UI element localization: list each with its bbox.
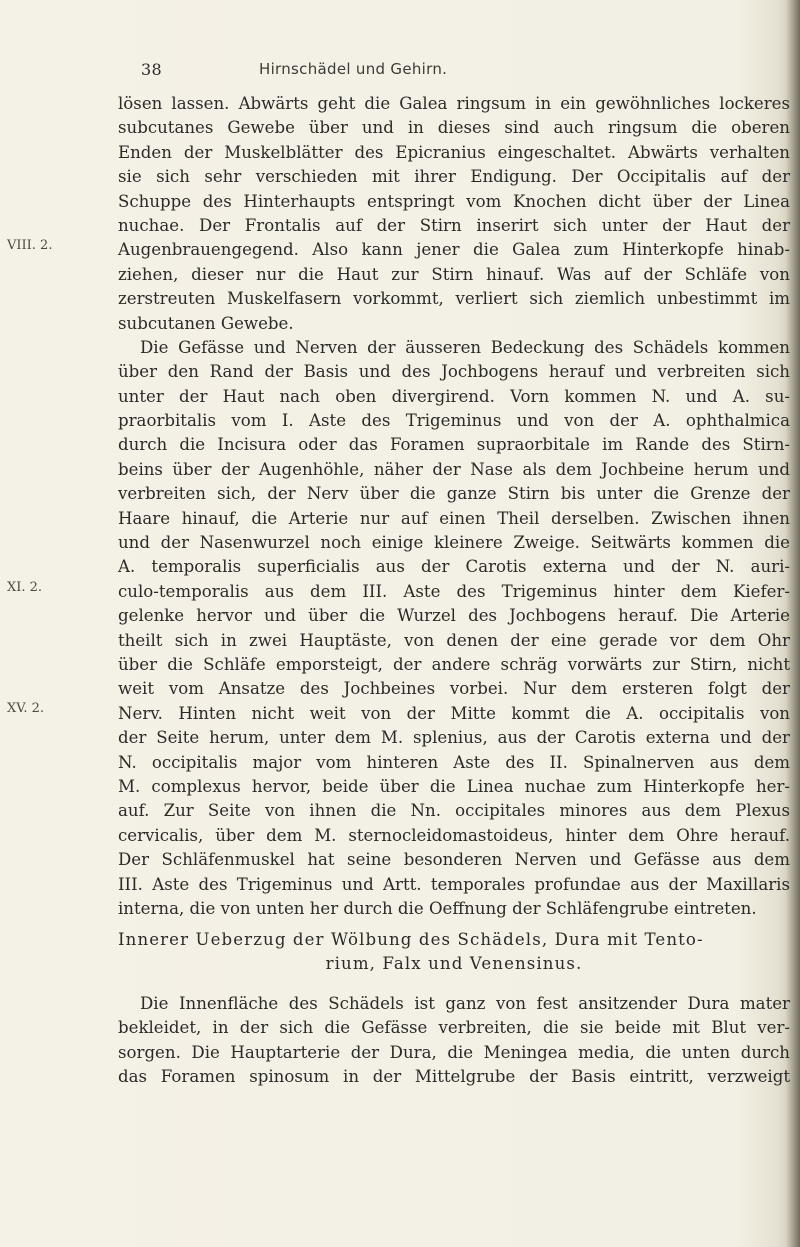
body-text (118, 92, 790, 921)
text-line: und der Nasenwurzel noch einige kleinere Zweige. Seitwärts kommen die (118, 533, 790, 553)
text-line: N. occipitalis major vom hinteren Aste des II. Spinalnerven aus dem (118, 752, 790, 772)
text-line: interna, die von unten her durch die Oeffnung der Schläfengrube eintreten. (118, 898, 757, 918)
text-line: gelenke hervor und über die Wurzel des Jochbogens herauf. Die Arterie (118, 606, 790, 626)
text-line: sie sich sehr verschieden mit ihrer Endigung. Der Occipitalis auf der (118, 167, 790, 187)
text-line: lösen lassen. Abwärts geht die Galea ringsum in ein gewöhnliches lockeres (118, 94, 790, 113)
text-line: subcutanes Gewebe über und in dieses sind auch ringsum die oberen (118, 118, 790, 138)
text-line: culo-temporalis aus dem III. Aste des Trigeminus hinter dem Kiefer- (118, 581, 790, 601)
text-line: Augenbrauengegend. Also kann jener die Galea zum Hinterkopfe hinab- (118, 240, 790, 260)
heading-line: rium, Falx und Venensinus. (325, 954, 583, 974)
text-line: ziehen, dieser nur die Haut zur Stirn hinauf. Was auf der Schläfe von (118, 264, 790, 284)
text-line: unter der Haut nach oben divergirend. Vorn kommen N. und A. su- (118, 386, 790, 406)
section-text (118, 992, 790, 1090)
text-line: über den Rand der Basis und des Jochbogens herauf und verbreiten sich (118, 362, 790, 382)
text-line: Der Schläfenmuskel hat seine besonderen Nerven und Gefässe aus dem (118, 850, 790, 870)
text-line: das Foramen spinosum in der Mittelgrube der Basis eintritt, verzweigt (118, 1067, 790, 1087)
running-title: Hirnschädel und Gehirn. (259, 60, 448, 78)
margin-reference: XI. 2. (7, 580, 43, 595)
text-line: subcutanen Gewebe. (118, 313, 294, 333)
text-line: praorbitalis vom I. Aste des Trigeminus und von der A. ophthalmica (118, 411, 790, 431)
text-line: theilt sich in zwei Hauptäste, von denen der eine gerade vor dem Ohr (118, 630, 790, 650)
text-line: Nerv. Hinten nicht weit von der Mitte kommt die A. occipitalis von (118, 703, 790, 723)
text-line: verbreiten sich, der Nerv über die ganze Stirn bis unter die Grenze der (118, 484, 790, 504)
text-line: sorgen. Die Hauptarterie der Dura, die Meningea media, die unten durch (118, 1042, 790, 1062)
text-line: durch die Incisura oder das Foramen supraorbitale im Rande des Stirn- (118, 435, 790, 455)
text-line: auf. Zur Seite von ihnen die Nn. occipitales minores aus dem Plexus (118, 801, 790, 821)
margin-reference: VIII. 2. (7, 238, 53, 253)
text-line: nuchae. Der Frontalis auf der Stirn inserirt sich unter der Haut der (118, 215, 790, 235)
text-line: III. Aste des Trigeminus und Artt. temporales profundae aus der Maxillaris (118, 874, 790, 894)
heading-line: Innerer Ueberzug der Wölbung des Schädels, Dura mit Tento- (118, 930, 704, 949)
text-line: M. complexus hervor, beide über die Linea nuchae zum Hinterkopfe her- (118, 776, 790, 796)
margin-reference: XV. 2. (7, 701, 45, 716)
text-line: Enden der Muskelblätter des Epicranius eingeschaltet. Abwärts verhalten (118, 142, 790, 162)
text-line: zerstreuten Muskelfasern vorkommt, verliert sich ziemlich unbestimmt im (118, 289, 790, 309)
text-line: weit vom Ansatze des Jochbeines vorbei. Nur dem ersteren folgt der (118, 679, 790, 699)
page-header (141, 60, 781, 88)
section-heading (118, 928, 790, 977)
text-line: A. temporalis superficialis aus der Carotis externa und der N. auri- (118, 557, 790, 577)
text-line: beins über der Augenhöhle, näher der Nase als dem Jochbeine herum und (118, 459, 790, 479)
text-line: bekleidet, in der sich die Gefässe verbreiten, die sie beide mit Blut ver- (118, 1018, 790, 1038)
text-line: Die Gefässe und Nerven der äusseren Bedeckung des Schädels kommen (140, 337, 790, 357)
text-line: Haare hinauf, die Arterie nur auf einen Theil derselben. Zwischen ihnen (118, 508, 790, 528)
text-line: cervicalis, über dem M. sternocleidomastoideus, hinter dem Ohre herauf. (118, 825, 790, 845)
text-line: Schuppe des Hinterhaupts entspringt vom Knochen dicht über der Linea (118, 191, 790, 211)
text-line: über die Schläfe emporsteigt, der andere schräg vorwärts zur Stirn, nicht (118, 654, 790, 674)
page-number: 38 (141, 60, 162, 79)
text-line: der Seite herum, unter dem M. splenius, aus der Carotis externa und der (118, 728, 790, 748)
text-line: Die Innenfläche des Schädels ist ganz von fest ansitzender Dura mater (140, 994, 790, 1013)
